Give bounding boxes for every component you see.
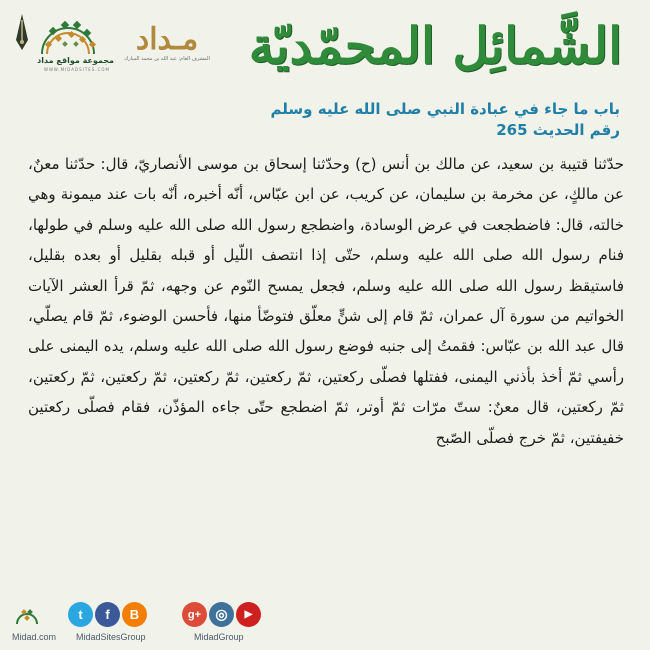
group-label[interactable]: MidadGroup bbox=[194, 632, 244, 642]
group-url: WWW.MIDADSITES.COM bbox=[43, 67, 111, 72]
twitter-icon[interactable]: t bbox=[68, 602, 93, 627]
midad-site-label[interactable]: Midad.com bbox=[12, 632, 57, 642]
header bbox=[0, 0, 650, 95]
sites-group-social bbox=[68, 602, 147, 627]
instagram-icon[interactable]: ◎ bbox=[209, 602, 234, 627]
facebook-icon[interactable]: f bbox=[95, 602, 120, 627]
google-plus-icon[interactable]: g+ bbox=[182, 602, 207, 627]
blogger-icon[interactable]: B bbox=[122, 602, 147, 627]
midad-group-logo[interactable] bbox=[12, 10, 114, 74]
footer bbox=[0, 598, 650, 650]
group-name: مجموعة مواقع مداد bbox=[37, 56, 114, 65]
youtube-icon[interactable]: ▶ bbox=[236, 602, 261, 627]
group-social bbox=[182, 602, 261, 627]
hadith-body: حدّثنا قتيبة بن سعيد، عن مالك بن أنس (ح) وحدّثنا إسحاق بن موسى الأنصاريّ، قال: حدّثنا معنٌ، عن مالكٍ، عن مخرمة بن سليمان، عن كريب، عن ابن عبّاس، أنّه أخبره، أنّه بات عند ميمونة وهي خالته، قال: فاضطجعت في عرض الوسادة، واضطجع رسول الله صلى الله عليه وسلم في طولها، فنام رسول الله صلى الله عليه وسلم، حتّى إذا انتصف اللّيل أو قبله بقليل أو بعده بقليل، فاستيقظ رسول الله صلى الله عليه وسلم، فجعل يمسح النّوم عن وجهه، ثمّ قرأ العشر الآيات الخواتيم من سورة آل عمران، ثمّ قام إلى شنٍّ معلّق فتوضّأ منها، فأحسن الوضوء، ثمّ قام يصلّي، قال عبد الله بن عبّاس: فقمتُ إلى جنبه فوضع رسول الله صلى الله عليه وسلم، يده اليمنى على رأسي ثمّ أخذ بأذني اليمنى، ففتلها فصلّى ركعتين، ثمّ ركعتين، ثمّ ركعتين، ثمّ ركعتين، ثمّ ركعتين، ثمّ ركعتين، قال معنٌ: ستّ مرّات ثمّ أوتر، ثمّ اضطجع حتّى جاءه المؤذّن، فقام فصلّى ركعتين خفيفتين، ثمّ خرج فصلّى الصّبح bbox=[28, 155, 624, 447]
midad-logo-word: مـداد bbox=[135, 22, 199, 57]
sites-group-label[interactable]: MidadSitesGroup bbox=[76, 632, 146, 642]
midad-mini-logo-icon bbox=[14, 604, 40, 626]
midad-site-link[interactable] bbox=[14, 604, 40, 626]
chapter-title: باب ما جاء في عبادة النبي صلى الله عليه وسلم bbox=[270, 100, 620, 118]
hadith-number: رقم الحديث 265 bbox=[496, 121, 620, 139]
midad-logo[interactable] bbox=[112, 18, 222, 68]
page-title: الشَّمائِل المحمّديّة bbox=[248, 16, 622, 75]
midad-logo-tagline: المشرف العام: عبد الله بن محمد المبارك bbox=[124, 56, 210, 62]
